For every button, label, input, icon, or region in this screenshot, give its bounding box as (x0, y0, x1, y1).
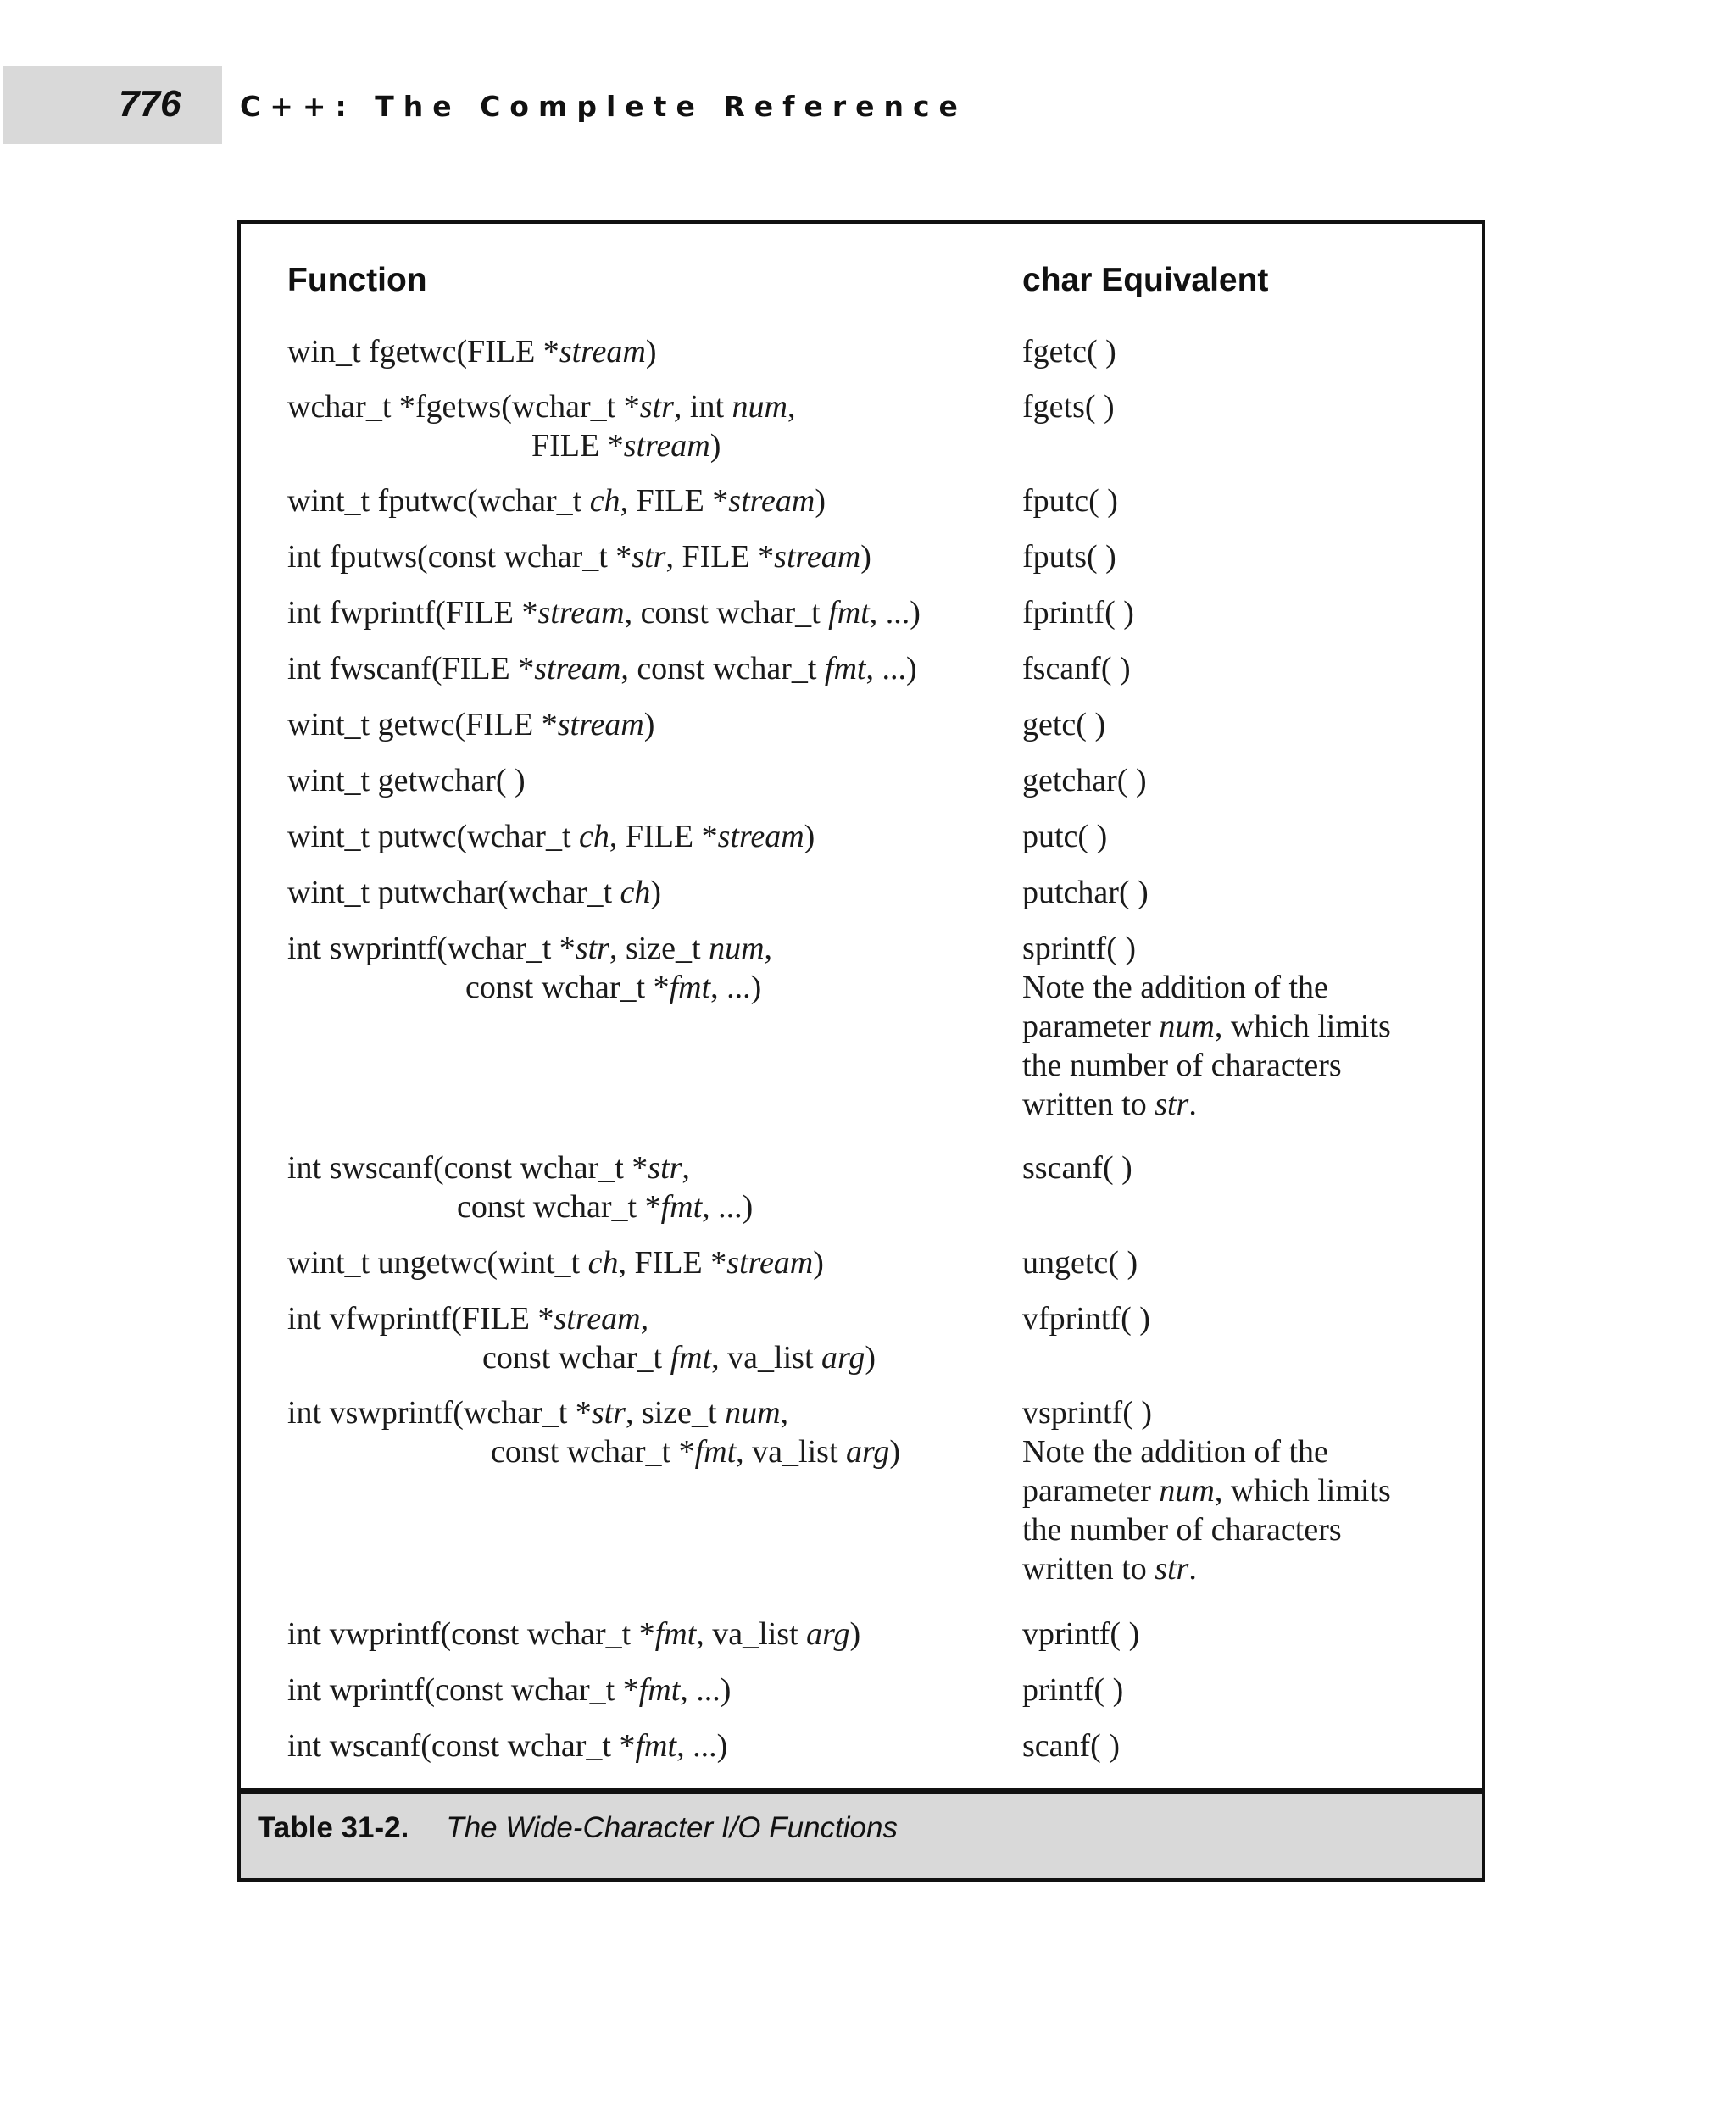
function-signature-line: wint_t putwchar(wchar_t ch) (287, 875, 662, 910)
function-signature (287, 481, 826, 520)
char-equivalent-line: fprintf( ) (1022, 595, 1134, 631)
char-equivalent (1022, 1148, 1132, 1187)
caption-bar (241, 1788, 1482, 1878)
char-equivalent-line: fgetc( ) (1022, 334, 1116, 370)
char-equivalent-line: parameter num, which limits (1022, 1473, 1391, 1509)
function-signature (287, 537, 871, 576)
char-equivalent (1022, 537, 1116, 576)
function-signature (287, 1393, 900, 1471)
page-number: 776 (119, 83, 181, 125)
function-signature (287, 873, 661, 912)
function-signature (287, 1243, 824, 1282)
char-equivalent-line: sprintf( ) (1022, 931, 1137, 966)
function-signature-line: int vswprintf(wchar_t *str, size_t num, (287, 1395, 789, 1431)
char-equivalent (1022, 1243, 1138, 1282)
column-header-function: Function (287, 262, 427, 298)
function-signature (287, 929, 772, 1007)
function-signature (287, 761, 526, 800)
function-signature (287, 1671, 731, 1710)
char-equivalent (1022, 761, 1147, 800)
page-number-box (3, 66, 222, 144)
char-equivalent-line: scanf( ) (1022, 1728, 1120, 1764)
char-equivalent (1022, 1299, 1150, 1338)
function-signature-line: int swprintf(wchar_t *str, size_t num, (287, 931, 773, 966)
char-equivalent-line: Note the addition of the (1022, 970, 1328, 1005)
char-equivalent-line: putc( ) (1022, 819, 1108, 854)
char-equivalent-line: fputc( ) (1022, 483, 1118, 519)
table-frame (237, 220, 1485, 1882)
function-signature-line: FILE *stream) (531, 428, 721, 464)
char-equivalent-line: the number of characters (1022, 1512, 1342, 1548)
char-equivalent-line: getchar( ) (1022, 763, 1147, 798)
function-signature-line: const wchar_t fmt, va_list arg) (482, 1340, 876, 1376)
char-equivalent (1022, 481, 1118, 520)
char-equivalent-line: parameter num, which limits (1022, 1009, 1391, 1044)
char-equivalent (1022, 705, 1105, 744)
char-equivalent (1022, 1393, 1391, 1588)
char-equivalent (1022, 929, 1391, 1124)
function-signature-line: const wchar_t *fmt, ...) (457, 1189, 754, 1225)
char-equivalent-line: vprintf( ) (1022, 1616, 1140, 1652)
char-equivalent (1022, 1615, 1139, 1654)
char-equivalent-line: fgets( ) (1022, 389, 1115, 425)
function-signature-line: wint_t getwchar( ) (287, 763, 526, 798)
function-signature-line: int vwprintf(const wchar_t *fmt, va_list arg) (287, 1616, 861, 1652)
function-signature-line: wint_t putwc(wchar_t ch, FILE *stream) (287, 819, 815, 854)
char-equivalent (1022, 1726, 1120, 1765)
char-equivalent-line: sscanf( ) (1022, 1150, 1132, 1186)
function-signature-line: int wprintf(const wchar_t *fmt, ...) (287, 1672, 732, 1708)
function-signature-line: int vfwprintf(FILE *stream, (287, 1301, 649, 1337)
function-signature (287, 332, 657, 371)
function-signature (287, 1615, 860, 1654)
column-header-char-equivalent: char Equivalent (1022, 262, 1269, 298)
char-equivalent-line: ungetc( ) (1022, 1245, 1138, 1281)
char-equivalent (1022, 387, 1115, 426)
function-signature-line: wint_t fputwc(wchar_t ch, FILE *stream) (287, 483, 826, 519)
char-equivalent-line: vsprintf( ) (1022, 1395, 1153, 1431)
char-equivalent-line: written to str. (1022, 1551, 1197, 1587)
char-equivalent-line: the number of characters (1022, 1048, 1342, 1083)
function-signature-line: const wchar_t *fmt, va_list arg) (491, 1434, 901, 1470)
function-signature (287, 817, 815, 856)
function-signature-line: int fwprintf(FILE *stream, const wchar_t fmt, ...) (287, 595, 921, 631)
char-equivalent-line: Note the addition of the (1022, 1434, 1328, 1470)
char-equivalent (1022, 593, 1134, 632)
function-signature-line: int wscanf(const wchar_t *fmt, ...) (287, 1728, 728, 1764)
function-signature (287, 593, 921, 632)
table-caption (258, 1811, 898, 1845)
char-equivalent (1022, 873, 1149, 912)
running-head: C++: The Complete Reference (240, 90, 967, 123)
function-signature-line: wchar_t *fgetws(wchar_t *str, int num, (287, 389, 796, 425)
function-signature (287, 1726, 727, 1765)
function-signature-line: int swscanf(const wchar_t *str, (287, 1150, 690, 1186)
char-equivalent-line: getc( ) (1022, 707, 1106, 742)
char-equivalent-line: fscanf( ) (1022, 651, 1131, 687)
function-signature-line: wint_t getwc(FILE *stream) (287, 707, 655, 742)
char-equivalent-line: written to str. (1022, 1087, 1197, 1122)
char-equivalent-line: vfprintf( ) (1022, 1301, 1150, 1337)
char-equivalent (1022, 1671, 1123, 1710)
function-signature-line: wint_t ungetwc(wint_t ch, FILE *stream) (287, 1245, 824, 1281)
function-signature-line: win_t fgetwc(FILE *stream) (287, 334, 657, 370)
function-signature-line: int fputws(const wchar_t *str, FILE *stream) (287, 539, 871, 575)
caption-title: The Wide-Character I/O Functions (446, 1811, 898, 1844)
function-signature (287, 387, 795, 465)
function-signature-line: int fwscanf(FILE *stream, const wchar_t fmt, ...) (287, 651, 917, 687)
function-signature (287, 1299, 876, 1377)
char-equivalent-line: printf( ) (1022, 1672, 1124, 1708)
char-equivalent (1022, 649, 1131, 688)
function-signature (287, 705, 654, 744)
char-equivalent-line: fputs( ) (1022, 539, 1116, 575)
char-equivalent-line: putchar( ) (1022, 875, 1149, 910)
char-equivalent (1022, 817, 1107, 856)
caption-number: Table 31-2. (258, 1811, 409, 1844)
function-signature (287, 649, 917, 688)
char-equivalent (1022, 332, 1116, 371)
function-signature-line: const wchar_t *fmt, ...) (465, 970, 762, 1005)
function-signature (287, 1148, 753, 1226)
